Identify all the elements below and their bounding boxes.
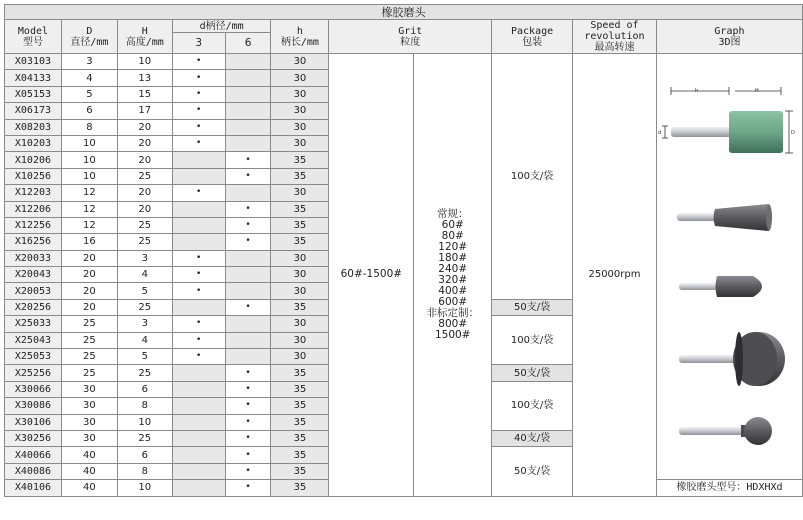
- cell-shank-3: •: [172, 86, 225, 102]
- grit-list-item: 60#: [441, 218, 464, 231]
- cell-shank-3: •: [172, 135, 225, 151]
- cell-height: 20: [117, 119, 172, 135]
- cell-shank-3: [172, 430, 225, 446]
- graph-model-note: 橡胶磨头型号：HDXHXd: [656, 480, 802, 496]
- cell-diameter: 12: [61, 185, 117, 201]
- cell-height: 25: [117, 168, 172, 184]
- cell-shank-length: 35: [271, 480, 329, 496]
- header-package: Package 包装: [492, 20, 573, 54]
- package-cell: 40支/袋: [492, 430, 573, 446]
- cell-height: 20: [117, 135, 172, 151]
- cell-shank-length: 30: [271, 267, 329, 283]
- cell-shank-length: 30: [271, 135, 329, 151]
- cell-shank-6: •: [225, 201, 271, 217]
- cell-diameter: 20: [61, 283, 117, 299]
- cell-shank-3: [172, 447, 225, 463]
- cell-diameter: 40: [61, 463, 117, 479]
- cell-model: X12203: [5, 185, 62, 201]
- grit-list-item: 1500#: [434, 328, 471, 341]
- grit-list-item: 非标定制：: [426, 306, 479, 319]
- cell-model: X03103: [5, 54, 62, 70]
- cell-height: 25: [117, 430, 172, 446]
- grit-list-item: 240#: [438, 262, 468, 275]
- cell-model: X30066: [5, 381, 62, 397]
- cell-shank-6: •: [225, 152, 271, 168]
- wheel-head: [679, 332, 785, 386]
- cell-shank-3: [172, 414, 225, 430]
- spec-sheet: [4, 4, 803, 497]
- cell-shank-length: 30: [271, 54, 329, 70]
- cell-diameter: 20: [61, 267, 117, 283]
- cell-height: 20: [117, 201, 172, 217]
- grinding-heads-drawing: [657, 63, 801, 468]
- cell-model: X04133: [5, 70, 62, 86]
- cell-shank-3: •: [172, 54, 225, 70]
- grit-list-item: 80#: [441, 229, 464, 242]
- cell-model: X08203: [5, 119, 62, 135]
- header-height: H 高度/mm: [117, 20, 172, 54]
- cell-diameter: 40: [61, 480, 117, 496]
- cell-height: 10: [117, 414, 172, 430]
- cell-height: 13: [117, 70, 172, 86]
- cell-height: 6: [117, 447, 172, 463]
- cell-height: 25: [117, 299, 172, 315]
- cell-shank-length: 30: [271, 349, 329, 365]
- cell-shank-3: [172, 381, 225, 397]
- cell-model: X10256: [5, 168, 62, 184]
- cell-diameter: 25: [61, 316, 117, 332]
- cell-shank-6: [225, 185, 271, 201]
- cell-shank-length: 30: [271, 283, 329, 299]
- cell-shank-length: 30: [271, 185, 329, 201]
- grit-list-item: 常规：: [436, 207, 469, 220]
- cell-model: X30086: [5, 398, 62, 414]
- cell-model: X16256: [5, 234, 62, 250]
- cell-shank-6: •: [225, 217, 271, 233]
- cell-shank-6: •: [225, 430, 271, 446]
- cell-shank-length: 35: [271, 201, 329, 217]
- cell-model: X25043: [5, 332, 62, 348]
- cell-height: 10: [117, 480, 172, 496]
- cell-shank-6: •: [225, 299, 271, 315]
- cell-diameter: 3: [61, 54, 117, 70]
- cell-shank-3: •: [172, 119, 225, 135]
- cell-shank-length: 35: [271, 299, 329, 315]
- cell-shank-length: 30: [271, 316, 329, 332]
- cell-shank-6: •: [225, 168, 271, 184]
- cell-shank-6: •: [225, 381, 271, 397]
- cell-height: 3: [117, 250, 172, 266]
- cell-height: 25: [117, 365, 172, 381]
- graph-illustration: [656, 54, 802, 480]
- cell-model: X10203: [5, 135, 62, 151]
- cell-shank-length: 35: [271, 217, 329, 233]
- cell-diameter: 30: [61, 381, 117, 397]
- cell-shank-3: [172, 365, 225, 381]
- package-cell: 50支/袋: [492, 365, 573, 381]
- cell-model: X05153: [5, 86, 62, 102]
- header-shank-6: 6: [225, 33, 271, 54]
- cell-shank-length: 30: [271, 103, 329, 119]
- cell-diameter: 4: [61, 70, 117, 86]
- header-shank-length: h 柄长/mm: [271, 20, 329, 54]
- cell-shank-length: 35: [271, 168, 329, 184]
- cell-height: 5: [117, 283, 172, 299]
- cell-shank-3: [172, 201, 225, 217]
- cell-shank-length: 35: [271, 234, 329, 250]
- header-shank-diameter: d柄径/mm: [172, 20, 271, 33]
- cell-shank-6: [225, 103, 271, 119]
- cell-shank-3: [172, 299, 225, 315]
- cell-shank-3: •: [172, 316, 225, 332]
- header-speed: Speed of revolution 最高转速: [573, 20, 657, 54]
- cell-model: X06173: [5, 103, 62, 119]
- cell-shank-length: 35: [271, 381, 329, 397]
- cell-diameter: 10: [61, 135, 117, 151]
- cell-diameter: 20: [61, 250, 117, 266]
- cell-height: 15: [117, 86, 172, 102]
- cell-shank-3: •: [172, 103, 225, 119]
- cell-shank-3: •: [172, 332, 225, 348]
- header-diameter: D 直径/mm: [61, 20, 117, 54]
- cell-shank-length: 30: [271, 332, 329, 348]
- grit-list: [414, 54, 492, 497]
- cylinder-head-green: [671, 111, 783, 153]
- cell-diameter: 16: [61, 234, 117, 250]
- cell-diameter: 30: [61, 414, 117, 430]
- spec-table: [4, 4, 803, 497]
- grit-list-item: 600#: [438, 295, 468, 308]
- cell-shank-length: 35: [271, 365, 329, 381]
- cell-shank-3: •: [172, 283, 225, 299]
- cell-diameter: 20: [61, 299, 117, 315]
- cell-shank-3: [172, 217, 225, 233]
- cell-shank-3: [172, 463, 225, 479]
- cell-model: X20033: [5, 250, 62, 266]
- cell-shank-length: 35: [271, 447, 329, 463]
- cell-height: 20: [117, 152, 172, 168]
- cell-shank-length: 30: [271, 250, 329, 266]
- cell-model: X10206: [5, 152, 62, 168]
- cell-shank-6: [225, 86, 271, 102]
- cell-model: X30256: [5, 430, 62, 446]
- cell-diameter: 10: [61, 168, 117, 184]
- grit-range: 60#-1500#: [329, 54, 414, 497]
- cell-model: X40086: [5, 463, 62, 479]
- speed-cell: 25000rpm: [573, 54, 657, 497]
- cell-model: X25256: [5, 365, 62, 381]
- cell-model: X25033: [5, 316, 62, 332]
- cell-shank-6: [225, 283, 271, 299]
- header-model: Model 型号: [5, 20, 62, 54]
- package-cell: 50支/袋: [492, 299, 573, 315]
- grit-list-item: 180#: [438, 251, 468, 264]
- cell-shank-6: [225, 332, 271, 348]
- cell-height: 25: [117, 234, 172, 250]
- cell-diameter: 40: [61, 447, 117, 463]
- cell-shank-length: 30: [271, 70, 329, 86]
- dim-label-D: D: [791, 129, 796, 136]
- cell-model: X12206: [5, 201, 62, 217]
- cell-model: X40106: [5, 480, 62, 496]
- cell-diameter: 25: [61, 332, 117, 348]
- header-graph: Graph 3D图: [656, 20, 802, 54]
- cell-height: 25: [117, 217, 172, 233]
- cell-diameter: 25: [61, 349, 117, 365]
- table-row: [5, 54, 803, 70]
- dim-label-d: d: [658, 129, 662, 136]
- cell-height: 4: [117, 267, 172, 283]
- cell-shank-3: •: [172, 70, 225, 86]
- ball-head: [679, 417, 772, 445]
- cell-shank-length: 35: [271, 152, 329, 168]
- cell-diameter: 10: [61, 152, 117, 168]
- cell-model: X12256: [5, 217, 62, 233]
- cell-diameter: 6: [61, 103, 117, 119]
- cell-model: X30106: [5, 414, 62, 430]
- cell-shank-3: [172, 398, 225, 414]
- cell-diameter: 25: [61, 365, 117, 381]
- cell-shank-length: 35: [271, 414, 329, 430]
- cell-model: X20043: [5, 267, 62, 283]
- bullet-head: [679, 276, 762, 297]
- cell-model: X20053: [5, 283, 62, 299]
- cell-model: X25053: [5, 349, 62, 365]
- table-title: 橡胶磨头: [5, 5, 803, 20]
- cell-shank-6: [225, 267, 271, 283]
- cell-shank-6: [225, 316, 271, 332]
- cell-shank-6: •: [225, 234, 271, 250]
- cell-diameter: 12: [61, 201, 117, 217]
- cell-shank-length: 30: [271, 119, 329, 135]
- grit-list-item: 320#: [438, 273, 468, 286]
- cell-model: X20256: [5, 299, 62, 315]
- grit-list-item: 800#: [438, 317, 468, 330]
- cell-shank-3: [172, 152, 225, 168]
- cell-height: 20: [117, 185, 172, 201]
- cell-height: 4: [117, 332, 172, 348]
- cell-diameter: 8: [61, 119, 117, 135]
- cell-shank-6: [225, 70, 271, 86]
- cell-height: 3: [117, 316, 172, 332]
- cell-shank-6: •: [225, 463, 271, 479]
- cell-shank-6: •: [225, 480, 271, 496]
- cell-shank-length: 35: [271, 398, 329, 414]
- grit-list-item: 120#: [438, 240, 468, 253]
- package-cell: 100支/袋: [492, 316, 573, 365]
- cell-diameter: 5: [61, 86, 117, 102]
- cell-diameter: 30: [61, 430, 117, 446]
- cell-shank-length: 35: [271, 430, 329, 446]
- cell-model: X40066: [5, 447, 62, 463]
- taper-head: [677, 204, 772, 231]
- cell-shank-6: •: [225, 447, 271, 463]
- cell-shank-3: •: [172, 185, 225, 201]
- cell-shank-6: [225, 250, 271, 266]
- cell-shank-length: 35: [271, 463, 329, 479]
- cell-shank-3: [172, 480, 225, 496]
- dim-label-H: H: [755, 87, 760, 94]
- cell-shank-3: •: [172, 349, 225, 365]
- dim-label-h: h: [695, 87, 699, 94]
- cell-shank-6: •: [225, 414, 271, 430]
- cell-height: 8: [117, 398, 172, 414]
- cell-shank-length: 30: [271, 86, 329, 102]
- cell-shank-6: •: [225, 365, 271, 381]
- cell-diameter: 12: [61, 217, 117, 233]
- cell-diameter: 30: [61, 398, 117, 414]
- package-cell: 100支/袋: [492, 54, 573, 300]
- header-grit: Grit 粒度: [329, 20, 492, 54]
- cell-shank-6: [225, 349, 271, 365]
- cell-shank-3: •: [172, 250, 225, 266]
- package-cell: 100支/袋: [492, 381, 573, 430]
- package-cell: 50支/袋: [492, 447, 573, 496]
- cell-shank-6: [225, 54, 271, 70]
- cell-shank-3: [172, 234, 225, 250]
- cell-shank-6: [225, 119, 271, 135]
- grit-list-item: 400#: [438, 284, 468, 297]
- cell-shank-3: [172, 168, 225, 184]
- cell-height: 17: [117, 103, 172, 119]
- cell-shank-3: •: [172, 267, 225, 283]
- cell-height: 8: [117, 463, 172, 479]
- cell-shank-6: [225, 135, 271, 151]
- header-shank-3: 3: [172, 33, 225, 54]
- cell-height: 10: [117, 54, 172, 70]
- cell-height: 5: [117, 349, 172, 365]
- cell-shank-6: •: [225, 398, 271, 414]
- cell-height: 6: [117, 381, 172, 397]
